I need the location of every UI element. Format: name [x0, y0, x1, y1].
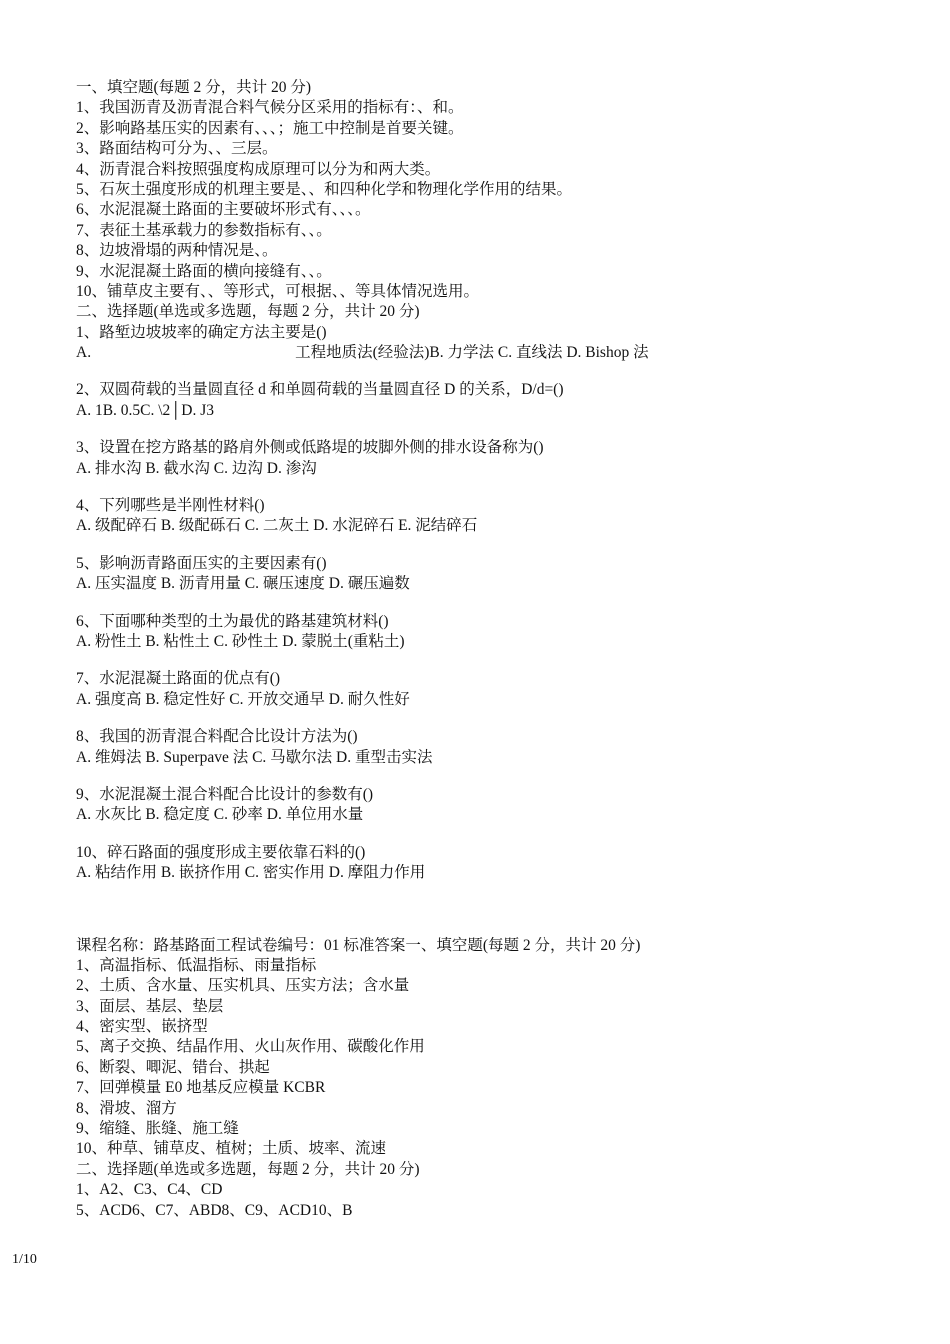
answer-6: 6、断裂、唧泥、错台、拱起 — [76, 1058, 270, 1076]
choice-question-4: 4、下列哪些是半刚性材料() — [76, 497, 265, 515]
choice-options-2: A. 1B. 0.5C. \2│D. J3 — [76, 401, 215, 419]
answer-8: 8、滑坡、溜方 — [76, 1099, 177, 1117]
page-number: 1/10 — [12, 1252, 37, 1267]
answer-10: 10、种草、铺草皮、植树；土质、坡率、流速 — [76, 1140, 387, 1158]
answer-7: 7、回弹模量 E0 地基反应模量 KCBR — [76, 1079, 326, 1097]
answers-heading: 课程名称：路基路面工程试卷编号：01 标准答案一、填空题(每题 2 分，共计 20 分) — [76, 936, 641, 954]
answer-1: 1、高温指标、低温指标、雨量指标 — [76, 956, 317, 974]
fill-question-7: 7、表征土基承载力的参数指标有、、。 — [76, 221, 332, 239]
fill-question-3: 3、路面结构可分为、、三层。 — [76, 140, 278, 158]
choice-answers-line-1: 1、A2、C3、C4、CD — [76, 1181, 223, 1199]
fill-question-8: 8、边坡滑塌的两种情况是、。 — [76, 242, 278, 260]
answer-4: 4、密实型、嵌挤型 — [76, 1018, 208, 1036]
choice-options-8: A. 维姆法 B. Superpave 法 C. 马歇尔法 D. 重型击实法 — [76, 748, 433, 766]
choice-question-2: 2、双圆荷载的当量圆直径 d 和单圆荷载的当量圆直径 D 的关系，D/d=() — [76, 381, 564, 399]
choice-options-5: A. 压实温度 B. 沥青用量 C. 碾压速度 D. 碾压遍数 — [76, 575, 410, 593]
fill-question-5: 5、石灰土强度形成的机理主要是、、和四种化学和物理化学作用的结果。 — [76, 180, 573, 198]
choice-option-prefix: A. — [76, 344, 92, 362]
choice-options-10: A. 粘结作用 B. 嵌挤作用 C. 密实作用 D. 摩阻力作用 — [76, 864, 426, 882]
choice-options-4: A. 级配碎石 B. 级配砾石 C. 二灰土 D. 水泥碎石 E. 泥结碎石 — [76, 517, 478, 535]
answers-section2-heading: 二、选择题(单选或多选题，每题 2 分，共计 20 分) — [76, 1160, 420, 1178]
choice-options-9: A. 水灰比 B. 稳定度 C. 砂率 D. 单位用水量 — [76, 806, 364, 824]
choice-question-5: 5、影响沥青路面压实的主要因素有() — [76, 554, 327, 572]
fill-question-9: 9、水泥混凝土路面的横向接缝有、、。 — [76, 262, 332, 280]
choice-options-7: A. 强度高 B. 稳定性好 C. 开放交通早 D. 耐久性好 — [76, 690, 410, 708]
fill-question-10: 10、铺草皮主要有、、等形式，可根据、、等具体情况选用。 — [76, 282, 480, 300]
answer-9: 9、缩缝、胀缝、施工缝 — [76, 1120, 239, 1138]
answer-5: 5、离子交换、结晶作用、火山灰作用、碳酸化作用 — [76, 1038, 425, 1056]
choice-question-9: 9、水泥混凝土混合料配合比设计的参数有() — [76, 785, 374, 803]
choice-options-1 — [76, 343, 926, 363]
choice-question-7: 7、水泥混凝土路面的优点有() — [76, 670, 281, 688]
answer-2: 2、土质、含水量、压实机具、压实方法；含水量 — [76, 977, 410, 995]
choice-options-3: A. 排水沟 B. 截水沟 C. 边沟 D. 渗沟 — [76, 459, 317, 477]
fill-question-4: 4、沥青混合料按照强度构成原理可以分为和两大类。 — [76, 160, 441, 178]
choice-question-6: 6、下面哪种类型的土为最优的路基建筑材料() — [76, 612, 389, 630]
choice-answers-line-2: 5、ACD6、C7、ABD8、C9、ACD10、B — [76, 1201, 353, 1219]
section2-heading: 二、选择题(单选或多选题，每题 2 分，共计 20 分) — [76, 303, 420, 321]
answer-3: 3、面层、基层、垫层 — [76, 997, 224, 1015]
choice-question-10: 10、碎石路面的强度形成主要依靠石料的() — [76, 843, 366, 861]
fill-question-1: 1、我国沥青及沥青混合料气候分区采用的指标有：、和。 — [76, 99, 464, 117]
choice-options-text: 工程地质法(经验法)B. 力学法 C. 直线法 D. Bishop 法 — [295, 344, 649, 362]
section1-heading: 一、填空题(每题 2 分，共计 20 分) — [76, 79, 312, 96]
choice-options-6: A. 粉性土 B. 粘性土 C. 砂性土 D. 蒙脱土(重粘土) — [76, 632, 405, 650]
fill-question-6: 6、水泥混凝土路面的主要破坏形式有、、、。 — [76, 201, 371, 219]
choice-question-1: 1、路堑边坡坡率的确定方法主要是() — [76, 323, 327, 341]
fill-question-2: 2、影响路基压实的因素有、、、；施工中控制是首要关键。 — [76, 119, 464, 137]
document-page — [76, 78, 926, 1221]
choice-question-8: 8、我国的沥青混合料配合比设计方法为() — [76, 728, 358, 746]
choice-question-3: 3、设置在挖方路基的路肩外侧或低路堤的坡脚外侧的排水设备称为() — [76, 439, 544, 457]
